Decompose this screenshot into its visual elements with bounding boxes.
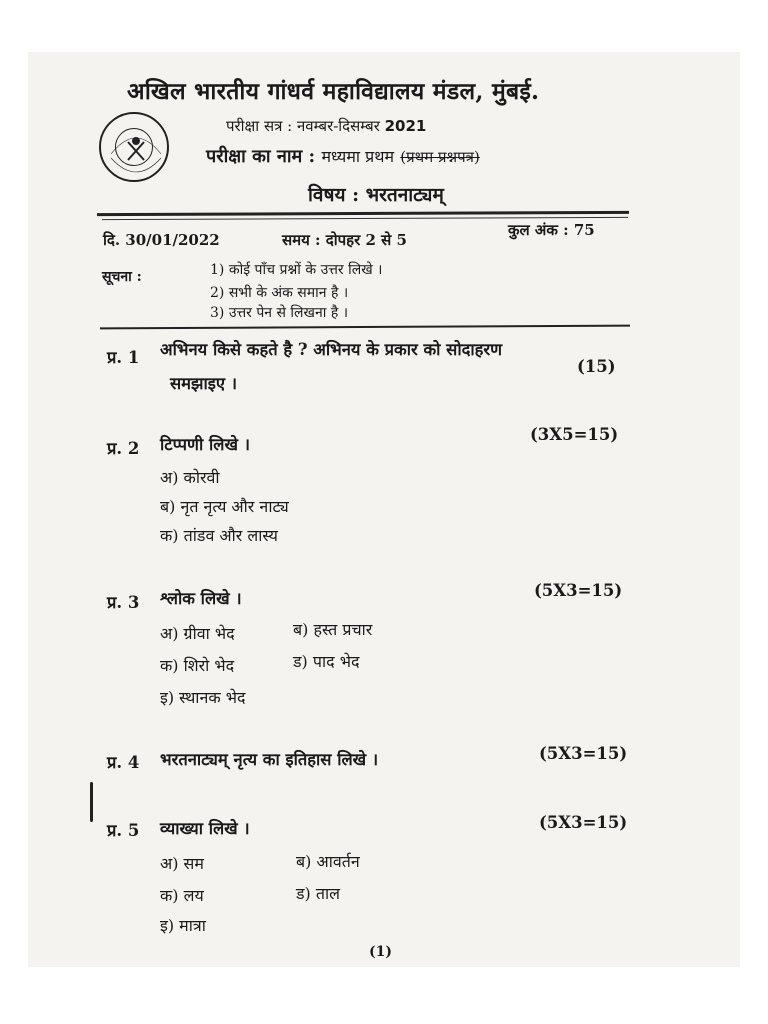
sub-question: इ) स्थानक भेद xyxy=(160,688,246,707)
institution-title: अखिल भारतीय गांधर्व महाविद्यालय मंडल, मुंबई. xyxy=(127,78,540,105)
notice-item: 3) उत्तर पेन से लिखना है । xyxy=(210,305,349,321)
exam-date: दि. 30/01/2022 xyxy=(103,231,220,249)
question-marks: (15) xyxy=(577,357,616,376)
sub-question: क) तांडव और लास्य xyxy=(160,526,278,545)
subject-title: विषय : भरतनाट्यम् xyxy=(308,184,444,206)
exam-time: समय : दोपहर 2 से 5 xyxy=(282,231,407,249)
question-number: प्र. 3 xyxy=(107,593,140,612)
sub-question: ड) पाद भेद xyxy=(293,652,360,671)
question-number: प्र. 1 xyxy=(107,348,140,367)
sub-question: इ) मात्रा xyxy=(160,916,206,935)
exam-session xyxy=(226,116,426,136)
sub-question: क) शिरो भेद xyxy=(160,656,235,675)
notice-label: सूचना : xyxy=(102,269,142,285)
question-text: व्याख्या लिखे । xyxy=(160,819,250,838)
exam-value: मध्यमा प्रथम xyxy=(321,147,395,166)
sub-question: ब) हस्त प्रचार xyxy=(293,620,373,639)
question-marks: (3X5=15) xyxy=(530,425,619,444)
sub-question: अ) ग्रीवा भेद xyxy=(160,624,235,643)
sub-question: ब) आवर्तन xyxy=(296,852,360,871)
question-text: समझाइए । xyxy=(170,374,237,393)
sub-question: अ) कोरवी xyxy=(160,468,220,487)
question-marks: (5X3=15) xyxy=(539,744,628,763)
question-marks: (5X3=15) xyxy=(534,581,623,600)
sub-question: ड) ताल xyxy=(296,884,341,903)
seal-logo xyxy=(99,112,169,182)
total-marks: कुल अंक : 75 xyxy=(508,221,595,239)
sub-question: क) लय xyxy=(160,886,204,905)
question-text: अभिनय किसे कहते है ? अभिनय के प्रकार को सोदाहरण xyxy=(160,340,503,359)
question-marks: (5X3=15) xyxy=(539,813,628,832)
question-text: टिप्पणी लिखे । xyxy=(160,435,250,454)
exam-label: परीक्षा का नाम : xyxy=(206,146,316,167)
question-number: प्र. 5 xyxy=(107,821,140,840)
question-text: भरतनाट्यम् नृत्य का इतिहास लिखे । xyxy=(160,750,379,769)
exam-name xyxy=(206,144,480,168)
exam-struck-text: (प्रथम प्रश्नपत्र) xyxy=(400,148,480,166)
sub-question: अ) सम xyxy=(160,854,204,873)
sub-question: ब) नृत नृत्य और नाट्य xyxy=(160,497,289,516)
question-number: प्र. 4 xyxy=(107,753,140,772)
question-number: प्र. 2 xyxy=(107,439,140,458)
pen-mark xyxy=(90,782,93,822)
notice-item: 2) सभी के अंक समान है । xyxy=(210,285,349,301)
session-year: 2021 xyxy=(384,117,427,135)
page-number: (1) xyxy=(369,944,392,960)
session-label: परीक्षा सत्र : नवम्बर-दिसम्बर xyxy=(226,117,380,135)
question-text: श्लोक लिखे । xyxy=(160,589,242,608)
notice-item: 1) कोई पाँच प्रश्नों के उत्तर लिखे । xyxy=(210,262,383,278)
